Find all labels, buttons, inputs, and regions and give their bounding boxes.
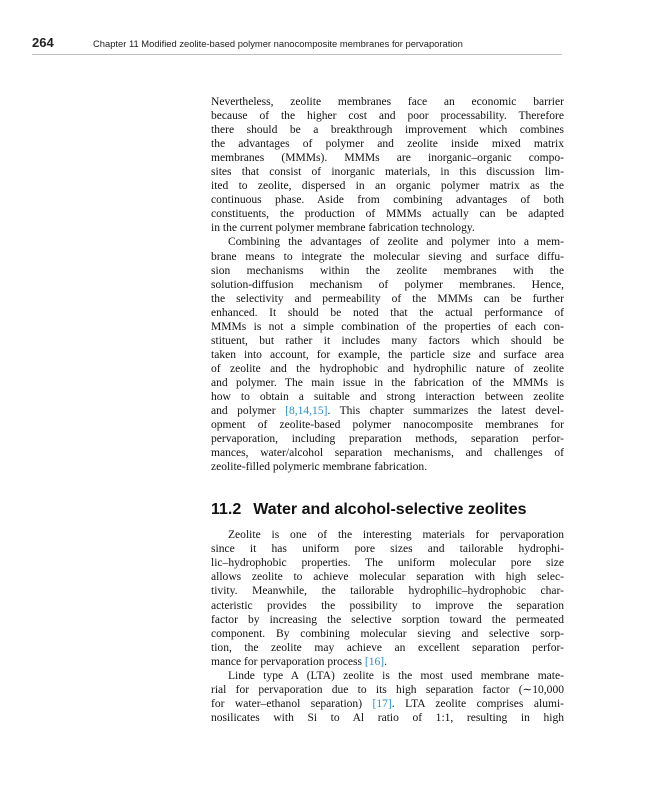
text-line bbox=[211, 655, 564, 669]
text-line bbox=[211, 697, 564, 711]
text-line: enhanced. It should be noted that the actual performance of bbox=[211, 306, 564, 319]
text-fragment: and polymer bbox=[211, 405, 286, 418]
citation-link[interactable]: [16] bbox=[364, 655, 385, 668]
text-fragment: for water–ethanol separation) bbox=[211, 697, 373, 710]
text-line: rial for pervaporation due to its high separation factor (∼10,000 bbox=[211, 683, 564, 696]
paragraph-2 bbox=[211, 235, 564, 474]
text-fragment: . This chapter summarizes the latest devel- bbox=[327, 405, 564, 418]
text-line: acteristic provides the possibility to improve the separation bbox=[211, 599, 564, 612]
text-line: factor by increasing the selective sorption toward the permeated bbox=[211, 613, 564, 626]
text-line: nosilicates with Si to Al ratio of 1:1, resulting in high bbox=[211, 711, 564, 724]
text-line: how to obtain a suitable and strong interaction between zeolite bbox=[211, 390, 564, 403]
citation-link[interactable]: [8,14,15] bbox=[285, 405, 328, 418]
citation-link[interactable]: [17] bbox=[372, 697, 392, 710]
paragraph-4 bbox=[211, 669, 564, 725]
text-line: Combining the advantages of zeolite and polymer into a mem- bbox=[228, 236, 564, 249]
text-line: in the current polymer membrane fabrication technology. bbox=[211, 222, 475, 235]
body-text bbox=[211, 95, 564, 725]
text-line: allows zeolite to achieve molecular separation with high selec- bbox=[211, 571, 564, 584]
text-line: continuous phase. Aside from combining advantages of both bbox=[211, 194, 564, 207]
text-line: tion, the zeolite may achieve an excellent separation perfor- bbox=[211, 641, 564, 654]
text-line: MMMs is not a simple combination of the properties of each con- bbox=[211, 320, 564, 333]
text-line: Nevertheless, zeolite membranes face an economic barrier bbox=[211, 96, 564, 108]
text-line: tivity. Meanwhile, the tailorable hydrophilic–hydrophobic char- bbox=[211, 585, 564, 598]
text-line: Linde type A (LTA) zeolite is the most used membrane mate- bbox=[228, 669, 564, 682]
text-line: the selectivity and permeability of the MMMs can be further bbox=[211, 292, 564, 305]
text-line bbox=[211, 404, 564, 418]
text-fragment: . bbox=[384, 655, 388, 668]
text-line: sites that consist of inorganic materials, in this discussion lim- bbox=[211, 166, 564, 179]
text-line: brane means to integrate the molecular sieving and surface diffu- bbox=[211, 250, 564, 263]
text-line: mances, water/alcohol separation mechanisms, and challenges of bbox=[211, 447, 564, 460]
paragraph-1 bbox=[211, 95, 564, 235]
text-line: the advantages of polymer and zeolite inside mixed matrix bbox=[211, 138, 564, 151]
text-line: membranes (MMMs). MMMs are inorganic–organic compo- bbox=[211, 152, 564, 165]
text-line: solution-diffusion mechanism of polymer membranes. Hence, bbox=[211, 278, 564, 291]
running-head-title: Chapter 11 Modified zeolite-based polymer nanocomposite membranes for pervaporation bbox=[93, 38, 463, 49]
text-line: ited to zeolite, dispersed in an organic polymer matrix as the bbox=[211, 180, 564, 193]
text-fragment: . LTA zeolite comprises alumi- bbox=[391, 697, 564, 710]
text-line: and polymer. The main issue in the fabrication of the MMMs is bbox=[211, 376, 564, 389]
text-line: opment of zeolite-based polymer nanocomposite membranes for bbox=[211, 419, 564, 432]
text-fragment: mance for pervaporation process bbox=[211, 655, 365, 668]
text-line: taken into account, for example, the particle size and surface area bbox=[211, 348, 564, 361]
text-line: stituent, but rather it includes many factors which should be bbox=[211, 334, 564, 347]
paragraph-3 bbox=[211, 528, 564, 668]
text-line: sion mechanisms within the zeolite membranes with the bbox=[211, 264, 564, 277]
section-number: 11.2 bbox=[211, 501, 242, 519]
text-line: pervaporation, including preparation methods, separation perfor- bbox=[211, 433, 564, 446]
text-line: constituents, the production of MMMs actually can be adapted bbox=[211, 208, 564, 221]
text-line: lic–hydrophobic properties. The uniform molecular pore size bbox=[211, 557, 564, 570]
text-line: zeolite-filled polymeric membrane fabrication. bbox=[211, 461, 428, 474]
text-line: of zeolite and the hydrophobic and hydrophilic nature of zeolite bbox=[211, 362, 564, 375]
text-line: because of the higher cost and poor processability. Therefore bbox=[211, 110, 564, 123]
text-line: since it has uniform pore sizes and tailorable hydrophi- bbox=[211, 543, 564, 556]
section-heading bbox=[211, 501, 564, 519]
text-line: there should be a breakthrough improvement which combines bbox=[211, 124, 564, 137]
text-line: Zeolite is one of the interesting materials for pervaporation bbox=[228, 529, 564, 542]
section-title: Water and alcohol-selective zeolites bbox=[253, 501, 527, 519]
page-number: 264 bbox=[32, 35, 54, 50]
running-header bbox=[32, 35, 562, 55]
text-line: component. By combining molecular sieving and selective sorp- bbox=[211, 627, 564, 640]
